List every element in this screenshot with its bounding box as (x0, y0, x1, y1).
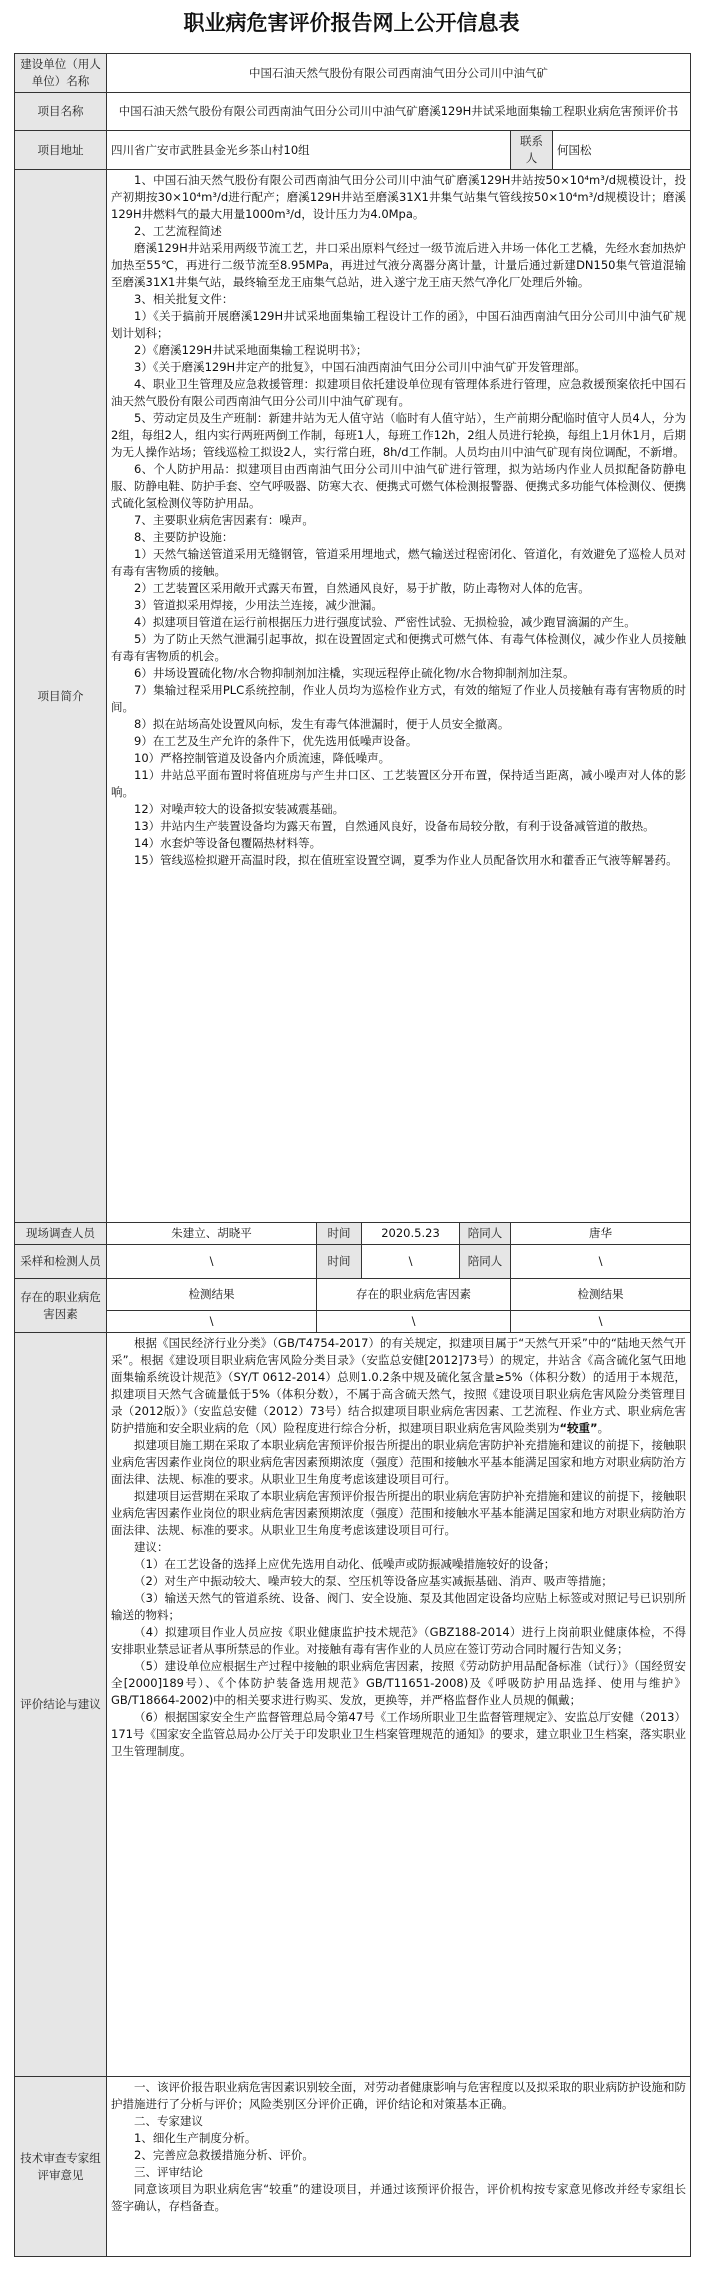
intro-paragraph: 7）集输过程采用PLC系统控制，作业人员均为巡检作业方式，有效的缩短了作业人员接触有毒有害物质的时间。 (111, 683, 686, 714)
conclusion-paragraph (111, 1335, 686, 1437)
conclusion-paragraph: 拟建项目运营期在采取了本职业病危害预评价报告所提出的职业病危害防护补充措施和建议的前提下，接触职业病危害因素作业岗位的职业病危害因素预期浓度（强度）范围和接触水平基本能满足国家和地方对职业病防治方面法律、法规、标准的要求。从职业卫生角度考虑该建设项目可行。 (111, 1489, 686, 1537)
conclusion-paragraph: （6）根据国家安全生产监督管理总局令第47号《工作场所职业卫生监督管理规定》、安监总厅安健（2013）171号《国家安全监管总局办公厅关于印发职业卫生档案管理规范的通知》的要求，建立职业卫生档案，落实职业卫生管理制度。 (111, 1710, 686, 1758)
unit-value: 中国石油天然气股份有限公司西南油气田分公司川中油气矿 (107, 54, 691, 93)
survey-value: 朱建立、胡晓平 (107, 1223, 317, 1245)
review-paragraph: 一、该评价报告职业病危害因素识别较全面，对劳动者健康影响与危害程度以及拟采取的职业病防护设施和防护措施进行了分析与评价；风险类别区分评价正确，评价结论和对策基本正确。 (111, 2080, 686, 2111)
address-label: 项目地址 (15, 131, 107, 170)
review-body (111, 2079, 686, 2215)
conclusion-paragraph: （5）建设单位应根据生产过程中接触的职业病危害因素，按照《劳动防护用品配备标准（试行）》（国经贸安全[2000]189号）、《个体防护装备选用规范》GB/T11651-2008)及《呼吸防护用品选择、使用与维护》GB/T18664-2002)中的相关要求进行购买、发放，更换等，并严格监督作业人员规的佩戴； (111, 1659, 686, 1707)
intro-content (107, 170, 691, 1223)
survey-label: 现场调查人员 (15, 1223, 107, 1245)
sampling-escort-label: 陪同人 (460, 1245, 511, 1279)
contact-value: 何国松 (553, 131, 691, 170)
sampling-value: \ (107, 1245, 317, 1279)
conclusion-text-a: 根据《国民经济行业分类》（GB/T4754-2017）的有关规定，拟建项目属于“天然气开采”中的“陆地天然气开采”。根据《建设项目职业病危害风险分类目录》（安监总安健[2012]73号）的规定，井站含《高含硫化氢气田地面集输系统设计规范》（SY/T 0612-2014）总则1.0.2条中规及硫化氢含量≥5%（体积分数）的适用于本规范，拟建项目天然气含硫量低于5%（体积分数），不属于高含硫天然气，按照《建设项目职业病危害风险分类管理目录（2012版）》（安监总安健（2012）73号）结合拟建项目职业病危害因素、工艺流程、作业方式、职业病危害防护措施和安全职业病的危（风）险程度进行综合分析，拟建项目职业病危害风险类别为 (111, 1336, 686, 1435)
intro-paragraph: 11）井站总平面布置时将值班房与产生井口区、工艺装置区分开布置，保持适当距离，减小噪声对人体的影响。 (111, 768, 686, 799)
intro-paragraph: 1）天然气输送管道采用无缝钢管，管道采用埋地式，燃气输送过程密闭化、管道化，有效避免了巡检人员对有毒有害物质的接触。 (111, 547, 686, 578)
intro-paragraph: 2、工艺流程简述 (134, 224, 222, 238)
intro-paragraph: 3、相关批复文件： (134, 292, 234, 306)
intro-paragraph: 9）在工艺及生产允许的条件下，优先选用低噪声设备。 (134, 734, 418, 748)
sampling-time-label: 时间 (317, 1245, 362, 1279)
intro-paragraph: 磨溪129H井站采用两级节流工艺，井口采出原料气经过一级节流后进入井场一体化工艺橇，先经水套加热炉加热至55℃，再进行二级节流至8.95MPa，再进过气液分离器分离计量，计量后通过新建DN150集气管道混输至磨溪31X1井集气站，最终输至龙王庙集气总站，进入遂宁龙王庙天然气净化厂处理后外输。 (111, 241, 686, 289)
sampling-escort: \ (511, 1245, 691, 1279)
intro-paragraph: 5）为了防止天然气泄漏引起事故，拟在设置固定式和便携式可燃气体、有毒气体检测仪，减少作业人员接触有毒有害物质的机会。 (111, 632, 686, 663)
intro-body (111, 172, 686, 869)
review-label: 技术审查专家组评审意见 (15, 2077, 107, 2257)
intro-paragraph: 8、主要防护设施： (134, 530, 234, 544)
intro-paragraph: 7、主要职业病危害因素有：噪声。 (134, 513, 314, 527)
conclusion-paragraph: （1）在工艺设备的选择上应优先选用自动化、低噪声或防振减噪措施较好的设备； (134, 1557, 556, 1571)
intro-paragraph: 2）《磨溪129H井试采地面集输工程说明书》； (134, 343, 368, 357)
sampling-time: \ (362, 1245, 460, 1279)
intro-paragraph: 3）《关于磨溪129H井定产的批复》，中国石油西南油气田分公司川中油气矿开发管理部。 (134, 360, 586, 374)
project-value: 中国石油天然气股份有限公司西南油气田分公司川中油气矿磨溪129H井试采地面集输工程职业病危害预评价书 (107, 93, 691, 131)
review-paragraph: 三、评审结论 (134, 2165, 203, 2179)
conclusion-content (107, 1333, 691, 2077)
conclusion-body (111, 1437, 686, 1760)
intro-paragraph: 1、中国石油天然气股份有限公司西南油气田分公司川中油气矿磨溪129H井站按50×10⁴m³/d规模设计，投产初期按30×10⁴m³/d进行配产；磨溪129H井站至磨溪31X1井集气站集气管线按50×10⁴m³/d规模设计；磨溪129H井燃料气的最大用量1000m³/d，设计压力为4.0Mpa。 (111, 173, 686, 221)
detect-label-1: 检测结果 (107, 1279, 317, 1311)
intro-paragraph: 4）拟建项目管道在运行前根据压力进行强度试验、严密性试验、无损检验，减少跑冒滴漏的产生。 (134, 615, 636, 629)
conclusion-paragraph: （3）输送天然气的管道系统、设备、阀门、安全设施、泵及其他固定设备均应贴上标签或对照记号已识别所输送的物料； (111, 1591, 686, 1622)
detect-value-2: \ (511, 1311, 691, 1333)
contact-label: 联系人 (511, 131, 553, 170)
intro-paragraph: 3）管道拟采用焊接，少用法兰连接，减少泄漏。 (134, 598, 383, 612)
conclusion-paragraph: （2）对生产中振动较大、噪声较大的泵、空压机等设备应基实减振基础、消声、吸声等措施； (134, 1574, 613, 1588)
conclusion-paragraph: （4）拟建项目作业人员应按《职业健康监护技术规范》（GBZ188-2014）进行上岗前职业健康体检，不得安排职业禁忌证者从事所禁忌的作业。对接触有毒有害作业的人员应在签订劳动合同时履行告知义务； (111, 1625, 686, 1656)
hazard-label: 存在的职业病危害因素 (15, 1279, 107, 1333)
unit-label: 建设单位（用人单位）名称 (15, 54, 107, 93)
conclusion-label: 评价结论与建议 (15, 1333, 107, 2077)
review-content (107, 2077, 691, 2257)
survey-escort-label: 陪同人 (460, 1223, 511, 1245)
info-table (14, 53, 691, 2257)
review-paragraph: 二、专家建议 (134, 2114, 203, 2128)
intro-paragraph: 6、个人防护用品：拟建项目由西南油气田分公司川中油气矿进行管理，拟为站场内作业人员拟配备防静电服、防静电鞋、防护手套、空气呼吸器、防寒大衣、便携式可燃气体检测报警器、便携式多功能气体检测仪、便携式硫化氢检测仪等防护用品。 (111, 462, 686, 510)
review-paragraph: 同意该项目为职业病危害“较重”的建设项目，并通过该预评价报告，评价机构按专家意见修改并经专家组长签字确认，存档备查。 (111, 2182, 686, 2213)
detect-label-2: 检测结果 (511, 1279, 691, 1311)
sampling-label: 采样和检测人员 (15, 1245, 107, 1279)
intro-paragraph: 4、职业卫生管理及应急救援管理：拟建项目依托建设单位现有管理体系进行管理，应急救援预案依托中国石油天然气股份有限公司西南油气田分公司川中油气矿现有。 (111, 377, 686, 408)
intro-paragraph: 1）《关于搞前开展磨溪129H井试采地面集输工程设计工作的函》，中国石油西南油气田分公司川中油气矿规划计划科； (111, 309, 686, 340)
intro-paragraph: 5、劳动定员及生产班制：新建井站为无人值守站（临时有人值守站），生产前期分配临时值守人员4人，分为2组，每组2人，组内实行两班两倒工作制，每班1人，每班工作12h，2组人员进行轮换，每组上1月休1月，后期为无人操作站场；管线巡检工拟设2人，实行常白班，8h/d工作制。人员均由川中油气矿现有岗位调配，不新增。 (111, 411, 686, 459)
intro-label: 项目简介 (15, 170, 107, 1223)
intro-paragraph: 10）严格控制管道及设备内介质流速，降低噪声。 (134, 751, 391, 765)
survey-time: 2020.5.23 (362, 1223, 460, 1245)
project-label: 项目名称 (15, 93, 107, 131)
intro-paragraph: 13）井站内生产装置设备均为露天布置，自然通风良好，设备布局较分散，有利于设备减管道的散热。 (134, 819, 655, 833)
risk-category: “较重” (559, 1421, 598, 1435)
hazard-value-2: \ (317, 1311, 511, 1333)
intro-paragraph: 15）管线巡检拟避开高温时段，拟在值班室设置空调，夏季为作业人员配备饮用水和藿香正气液等解暑药。 (134, 853, 678, 867)
survey-escort: 唐华 (511, 1223, 691, 1245)
conclusion-paragraph: 拟建项目施工期在采取了本职业病危害预评价报告所提出的职业病危害防护补充措施和建议的前提下，接触职业病危害因素作业岗位的职业病危害因素预期浓度（强度）范围和接触水平基本能满足国家和地方对职业病防治方面法律、法规、标准的要求。从职业卫生角度考虑该建设项目可行。 (111, 1438, 686, 1486)
intro-paragraph: 6）井场设置硫化物/水合物抑制剂加注橇，实现远程停止硫化物/水合物抑制剂加注泵。 (134, 666, 575, 680)
intro-paragraph: 8）拟在站场高处设置风向标，发生有毒气体泄漏时，便于人员安全撤离。 (134, 717, 510, 731)
intro-paragraph: 12）对噪声较大的设备拟安装减震基础。 (134, 802, 345, 816)
intro-paragraph: 14）水套炉等设备包覆隔热材料等。 (134, 836, 322, 850)
hazard-label-2: 存在的职业病危害因素 (317, 1279, 511, 1311)
conclusion-paragraph: 建议： (134, 1540, 169, 1554)
detect-value-1: \ (107, 1311, 317, 1333)
page-title: 职业病危害评价报告网上公开信息表 (183, 11, 520, 35)
survey-time-label: 时间 (317, 1223, 362, 1245)
address-value: 四川省广安市武胜县金光乡茶山村10组 (107, 131, 511, 170)
review-paragraph: 1、细化生产制度分析。 (134, 2131, 257, 2145)
review-paragraph: 2、完善应急救援措施分析、评价。 (134, 2148, 314, 2162)
conclusion-text-c: 。 (597, 1421, 610, 1435)
intro-paragraph: 2）工艺装置区采用敞开式露天布置，自然通风良好，易于扩散，防止毒物对人体的危害。 (134, 581, 590, 595)
